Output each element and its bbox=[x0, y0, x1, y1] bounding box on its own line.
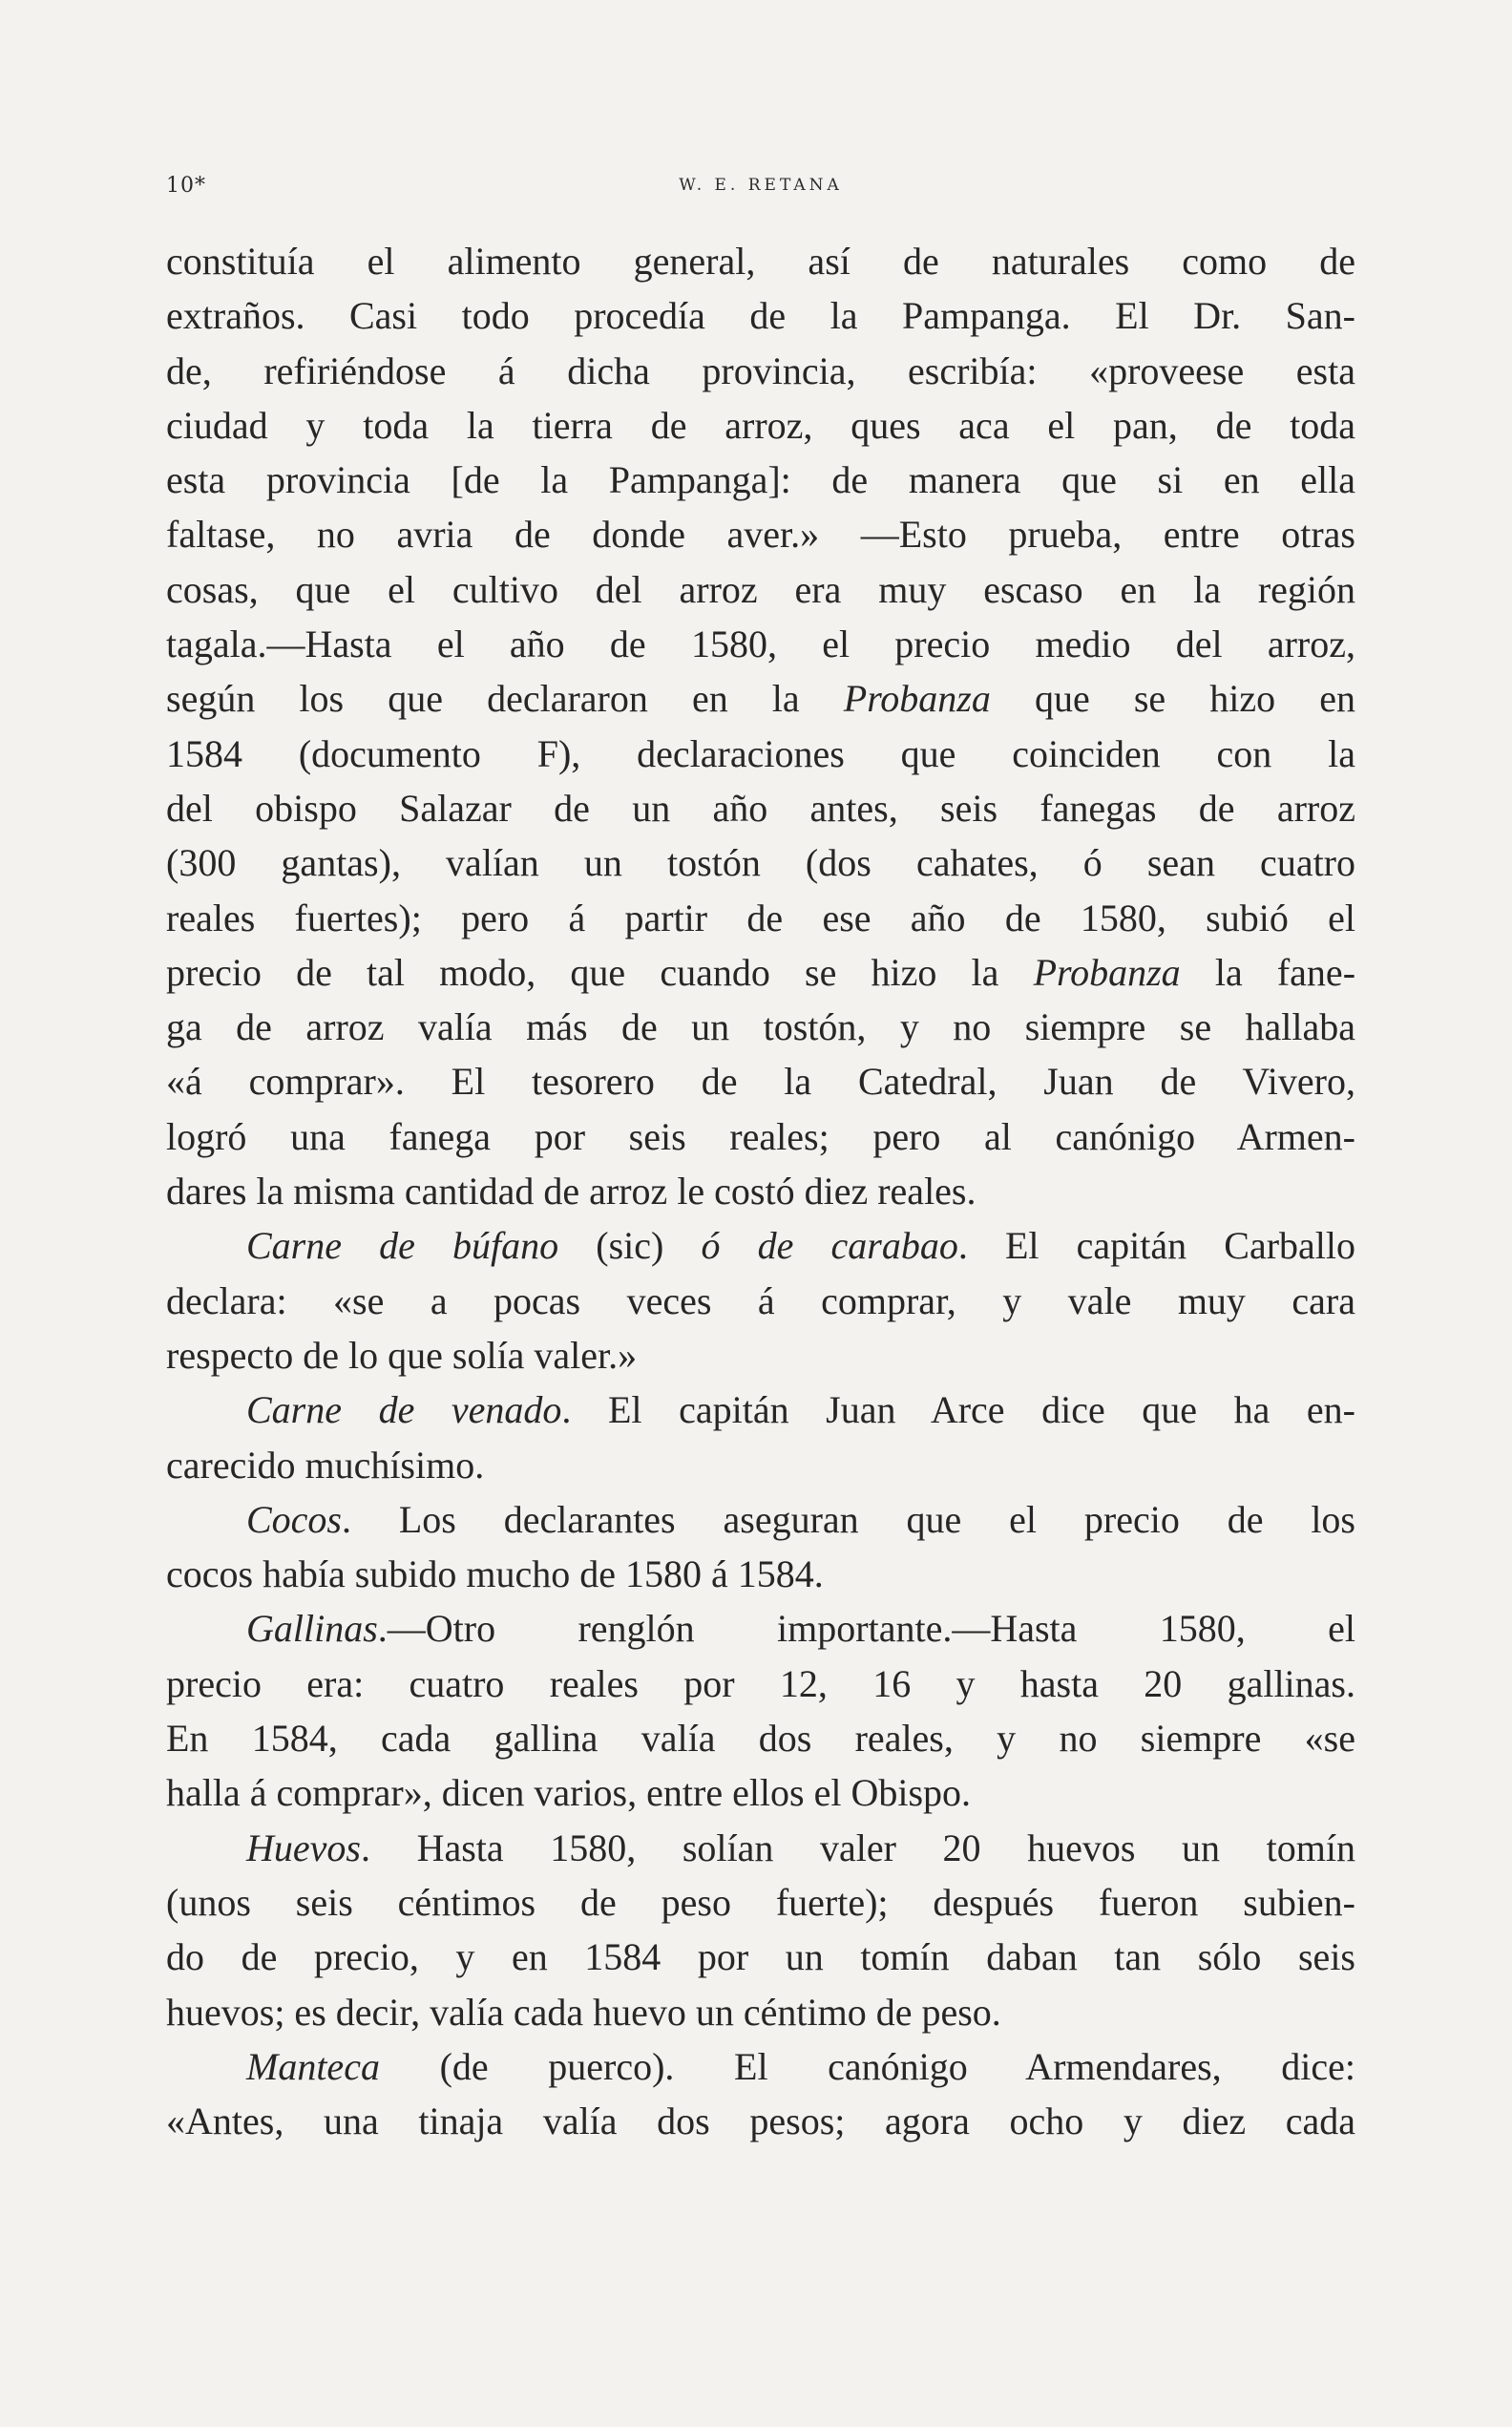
text-line: respecto de lo que solía valer.» bbox=[166, 1333, 638, 1377]
text-line: 1584 (documento F), declaraciones que coinciden con la bbox=[166, 731, 1355, 775]
paragraph bbox=[166, 1821, 1355, 2039]
text-line: Gallinas.—Otro renglón importante.—Hasta 1580, el bbox=[246, 1607, 1355, 1651]
text-line: logró una fanega por seis reales; pero al canónigo Armen- bbox=[166, 1114, 1355, 1158]
paragraph bbox=[166, 1601, 1355, 1820]
text-line: del obispo Salazar de un año antes, seis fanegas de arroz bbox=[166, 786, 1355, 830]
text-line: cosas, que el cultivo del arroz era muy escaso en la región bbox=[166, 567, 1355, 611]
page-number: 10* bbox=[166, 174, 206, 198]
text-line: según los que declararon en la Probanza que se hizo en bbox=[166, 677, 1355, 721]
italic-term: Probanza bbox=[1033, 950, 1181, 994]
italic-term: Probanza bbox=[843, 677, 991, 721]
italic-term: ó de carabao bbox=[701, 1224, 958, 1268]
text-line: Manteca (de puerco). El canónigo Armendares, dice: bbox=[246, 2044, 1355, 2088]
text-line: Cocos. Los declarantes aseguran que el precio de los bbox=[246, 1497, 1355, 1541]
text-line: En 1584, cada gallina valía dos reales, y no siempre «se bbox=[166, 1717, 1355, 1761]
paragraph bbox=[166, 1382, 1355, 1492]
paragraph bbox=[166, 2039, 1355, 2149]
paragraph bbox=[166, 234, 1355, 1218]
text-line: Huevos. Hasta 1580, solían valer 20 huevos un tomín bbox=[246, 1826, 1355, 1869]
text-line: precio de tal modo, que cuando se hizo la Probanza la fane- bbox=[166, 950, 1356, 994]
text-line: cocos había subido mucho de 1580 á 1584. bbox=[166, 1552, 824, 1596]
text-line: tagala.—Hasta el año de 1580, el precio medio del arroz, bbox=[166, 623, 1355, 666]
italic-term: Carne de búfano bbox=[246, 1224, 559, 1268]
text-line: reales fuertes); pero á partir de ese año de 1580, subió el bbox=[166, 896, 1355, 939]
text-line: precio era: cuatro reales por 12, 16 y hasta 20 gallinas. bbox=[166, 1661, 1355, 1705]
text-line: extraños. Casi todo procedía de la Pampanga. El Dr. San- bbox=[166, 294, 1355, 338]
text-line: constituía el alimento general, así de naturales como de bbox=[166, 240, 1355, 283]
text-line: «á comprar». El tesorero de la Catedral, Juan de Vivero, bbox=[166, 1060, 1355, 1104]
text-line: huevos; es decir, valía cada huevo un céntimo de peso. bbox=[166, 1990, 1001, 2034]
italic-term: Huevos bbox=[246, 1826, 361, 1869]
text-line: (unos seis céntimos de peso fuerte); después fueron subien- bbox=[166, 1880, 1355, 1924]
body-text bbox=[166, 234, 1355, 2148]
text-line: halla á comprar», dicen varios, entre ellos el Obispo. bbox=[166, 1771, 972, 1815]
text-line: (300 gantas), valían un tostón (dos cahates, ó sean cuatro bbox=[166, 841, 1355, 885]
paragraph bbox=[166, 1492, 1355, 1602]
text-line: ga de arroz valía más de un tostón, y no siempre se hallaba bbox=[166, 1005, 1355, 1049]
text-line: do de precio, y en 1584 por un tomín daban tan sólo seis bbox=[166, 1935, 1355, 1979]
text-line: ciudad y toda la tierra de arroz, ques aca el pan, de toda bbox=[166, 403, 1355, 447]
paragraph bbox=[166, 1218, 1355, 1382]
italic-term: Gallinas bbox=[246, 1607, 378, 1651]
text-line: de, refiriéndose á dicha provincia, escribía: «proveese esta bbox=[166, 348, 1355, 392]
italic-term: Cocos bbox=[246, 1497, 342, 1541]
running-head-author: W. E. RETANA bbox=[679, 176, 843, 195]
text-line: faltase, no avria de donde aver.» —Esto prueba, entre otras bbox=[166, 513, 1355, 557]
italic-term: Carne de venado bbox=[246, 1388, 562, 1432]
text-line: «Antes, una tinaja valía dos pesos; agora ocho y diez cada bbox=[166, 2100, 1355, 2143]
italic-term: Manteca bbox=[246, 2044, 380, 2088]
text-line: dares la misma cantidad de arroz le costó diez reales. bbox=[166, 1170, 976, 1214]
text-line: declara: «se a pocas veces á comprar, y vale muy cara bbox=[166, 1278, 1355, 1322]
text-line: carecido muchísimo. bbox=[166, 1443, 485, 1487]
running-head bbox=[166, 168, 1355, 206]
text-line: Carne de búfano (sic) ó de carabao. El capitán Carballo bbox=[246, 1224, 1355, 1268]
text-line: Carne de venado. El capitán Juan Arce dice que ha en- bbox=[246, 1388, 1355, 1432]
text-line: esta provincia [de la Pampanga]: de manera que si en ella bbox=[166, 458, 1355, 502]
